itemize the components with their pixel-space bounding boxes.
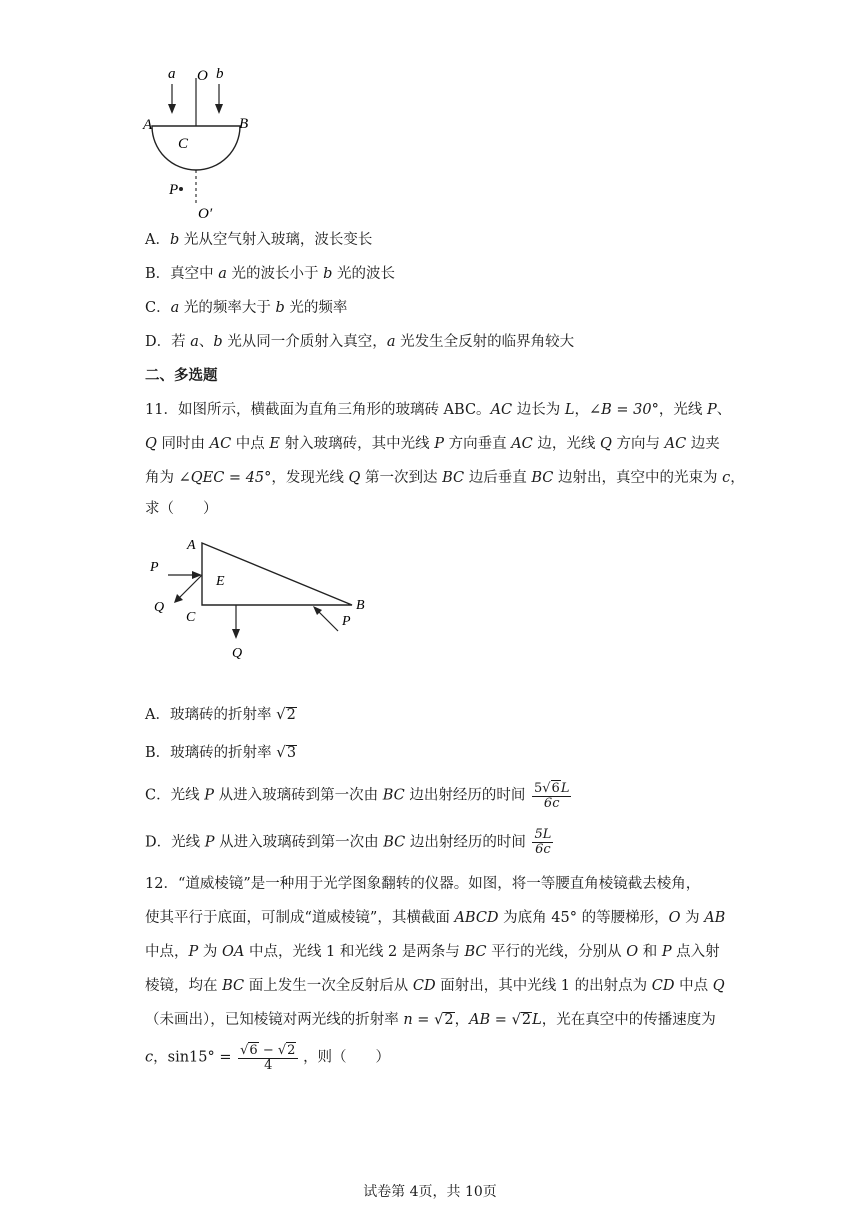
label-P: P (169, 182, 179, 198)
tri-label-Q: Q (154, 600, 165, 615)
tri-label-C: C (186, 610, 196, 625)
q11-line-3: 角为 ∠QEC = 45°，发现光线 Q 第一次到达 BC 边后垂直 BC 边射出，真空中的光束为 c， (145, 470, 745, 486)
q10-option-c[interactable]: C．a 光的频率大于 b 光的频率 (145, 300, 348, 316)
tri-label-P: P (150, 560, 159, 575)
q12-line-5: （未画出），已知棱镜对两光线的折射率 n = √2，AB = √2L，光在真空中的传播速度为 (145, 1012, 716, 1028)
tri-label-E: E (216, 574, 225, 589)
q11-line-2: Q 同时由 AC 中点 E 射入玻璃砖，其中光线 P 方向垂直 AC 边，光线 Q 方向与 AC 边夹 (145, 436, 720, 452)
figure-right-triangle-prism (140, 533, 380, 663)
page-footer: 试卷第 4页，共 10页 (363, 1184, 497, 1200)
q11-line-4: 求（ ） (145, 501, 218, 517)
tri-label-A: A (187, 538, 196, 553)
label-A: A (143, 117, 153, 133)
q10-option-b[interactable]: B．真空中 a 光的波长小于 b 光的波长 (145, 266, 396, 282)
label-C: C (178, 136, 189, 152)
tri-label-P2: P (342, 614, 351, 629)
q10-option-d[interactable]: D．若 a、b 光从同一介质射入真空，a 光发生全反射的临界角较大 (145, 334, 575, 350)
figure-semicircle-prism (140, 62, 260, 222)
q12-line-1: 12．“道威棱镜”是一种用于光学图象翻转的仪器。如图，将一等腰直角棱镜截去棱角， (145, 876, 701, 892)
q11-option-d[interactable]: D．光线 P 从进入玻璃砖到第一次由 BC 边出射经历的时间 $\frac{5L}{6c}$ (145, 827, 552, 857)
label-B: B (239, 116, 249, 132)
label-a: a (168, 66, 176, 82)
q11-line-1: 11．如图所示，横截面为直角三角形的玻璃砖 ABC。AC 边长为 L，∠B = 30°，光线 P、 (145, 402, 732, 418)
q12-line-4: 棱镜，均在 BC 面上发生一次全反射后从 CD 面射出，其中光线 1 的出射点为 CD 中点 Q (145, 978, 725, 994)
section-heading-multiple-choice: 二、多选题 (145, 367, 218, 384)
tri-label-Q2: Q (232, 646, 243, 661)
q11-option-a[interactable]: A．玻璃砖的折射率 √2 (145, 705, 296, 723)
fraction-5sqrt6L-over-6c: $\frac{5√6L}{6c}$ (533, 781, 570, 811)
fraction-5L-over-6c: $\frac{5L}{6c}$ (534, 827, 552, 857)
label-O: O (197, 68, 208, 84)
label-b: b (216, 66, 224, 82)
q12-line-2: 使其平行于底面，可制成“道威棱镜”，其横截面 ABCD 为底角 45° 的等腰梯形，O 为 AB (145, 910, 726, 926)
tri-label-B: B (356, 598, 365, 613)
q12-line-6: c，sin15° = $\frac{√6 - √2}{4}$ ，则（ ） (145, 1043, 391, 1073)
label-O-prime: O′ (198, 206, 213, 222)
q12-line-3: 中点，P 为 OA 中点，光线 1 和光线 2 是两条与 BC 平行的光线，分别从 O 和 P 点入射 (145, 944, 720, 960)
q10-option-a[interactable]: A．b 光从空气射入玻璃，波长变长 (145, 232, 373, 248)
q11-option-b[interactable]: B．玻璃砖的折射率 √3 (145, 743, 297, 761)
fraction-sin15: $\frac{√6 - √2}{4}$ (238, 1042, 298, 1073)
q11-option-c[interactable]: C．光线 P 从进入玻璃砖到第一次由 BC 边出射经历的时间 $\frac{5√6L}{6c}$ (145, 781, 570, 811)
